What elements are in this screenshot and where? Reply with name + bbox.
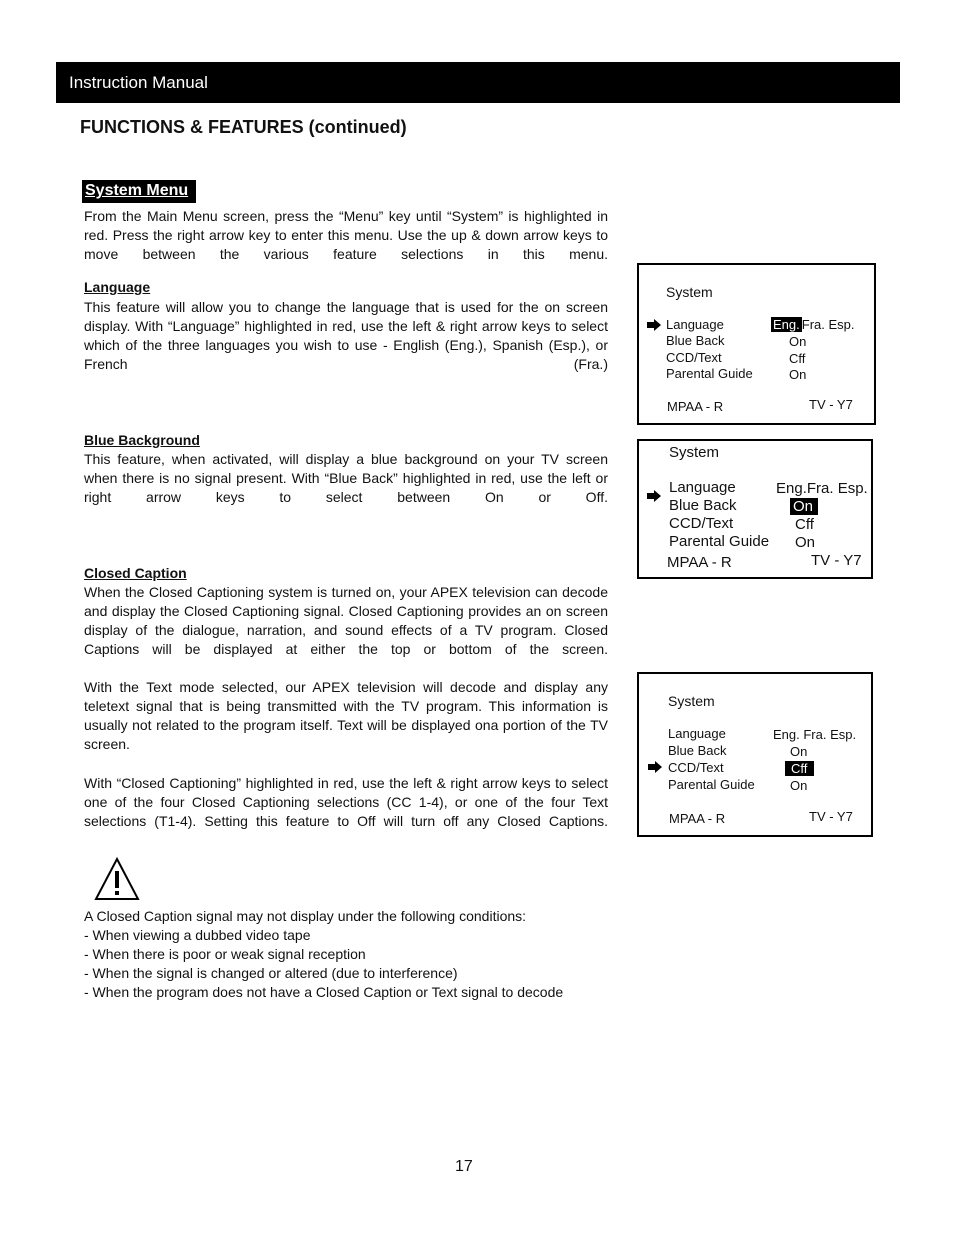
menu-box-blue-back [637, 439, 873, 579]
arrow-right-icon [647, 319, 661, 331]
menu-value-language: Eng. Fra. Esp. [773, 727, 857, 742]
menu-item-blue-back: Blue Back [668, 743, 727, 758]
menu-tv-rating: TV - Y7 [811, 552, 862, 569]
menu-title: System [668, 693, 715, 709]
ccd-cff-selected: Cff [785, 761, 814, 776]
closed-caption-p3: With “Closed Captioning” highlighted in red, use the left & right arrow keys to select one of the four Closed Captioning selections (CC 1-4), or one of the four Text selections (T1-4). Setting this feature to Off will turn off any Closed Captions. [84, 775, 608, 829]
language-heading: Language [84, 279, 151, 295]
system-menu-intro: From the Main Menu screen, press the “Menu” key until “System” is highlighted in red. Press the right arrow key to enter this menu. Use the up & down arrow keys to move between the various feature selections in this menu. [84, 208, 608, 262]
closed-caption-p2: With the Text mode selected, our APEX television will decode and display any teletext signal that is being transmitted with the TV program. This information is usually not related to the program itself. Text will be displayed ona portion of the TV screen. [84, 679, 608, 752]
menu-box-ccd-text [637, 672, 873, 837]
menu-item-blue-back: Blue Back [669, 497, 737, 514]
menu-item-ccd-text: CCD/Text [669, 515, 734, 532]
header-title: Instruction Manual [69, 73, 208, 92]
menu-value-blue-back: On [790, 744, 808, 759]
menu-item-ccd-text: CCD/Text [668, 760, 724, 775]
language-text: This feature will allow you to change the language that is used for the on screen display. With “Language” highlighted in red, use the left & right arrow keys to select which of the three languages you wish to use - English (Eng.), Spanish (Esp.), or French (Fra.) [84, 299, 608, 372]
menu-item-language: Language [666, 317, 724, 332]
warning-item: - When viewing a dubbed video tape [84, 927, 311, 943]
menu-tv-rating: TV - Y7 [809, 809, 853, 824]
warning-item: - When the signal is changed or altered (due to interference) [84, 965, 458, 981]
page-number: 17 [455, 1158, 473, 1175]
menu-box-language [637, 263, 876, 425]
warning-item: - When the program does not have a Closed Caption or Text signal to decode [84, 984, 564, 1000]
menu-value-parental-guide: On [795, 534, 816, 551]
arrow-right-icon [648, 761, 662, 773]
menu-value-blue-back: On [789, 334, 807, 349]
menu-value-language: Eng.Fra. Esp. [776, 480, 868, 497]
menu-value-ccd-text [785, 761, 814, 776]
menu-item-language: Language [668, 726, 726, 741]
menu-value-ccd-text: Cff [795, 516, 814, 533]
menu-mpaa-rating: MPAA - R [667, 554, 732, 571]
menu-title: System [669, 444, 720, 461]
menu-title: System [666, 284, 713, 300]
language-eng-selected: Eng. [773, 317, 800, 332]
menu-value-blue-back [790, 498, 818, 515]
warning-icon [94, 857, 140, 901]
blue-background-heading: Blue Background [84, 432, 200, 448]
menu-mpaa-rating: MPAA - R [667, 399, 724, 414]
menu-value-ccd-text: Cff [789, 351, 806, 366]
menu-item-language: Language [669, 479, 736, 496]
menu-value-language [771, 317, 855, 332]
blue-background-text: This feature, when activated, will display a blue background on your TV screen when there is no signal present. With “Blue Back” highlighted in red, use the left or right arrow keys to select between On or Off. [84, 451, 608, 505]
closed-caption-heading: Closed Caption [84, 565, 187, 581]
menu-value-parental-guide: On [789, 367, 807, 382]
menu-item-parental-guide: Parental Guide [669, 533, 770, 550]
menu-item-parental-guide: Parental Guide [668, 777, 755, 792]
warning-item: - When there is poor or weak signal reception [84, 946, 366, 962]
menu-item-parental-guide: Parental Guide [666, 366, 753, 381]
section-title: FUNCTIONS & FEATURES (continued) [80, 117, 407, 137]
arrow-right-icon [647, 490, 661, 502]
menu-item-blue-back: Blue Back [666, 333, 725, 348]
menu-value-parental-guide: On [790, 778, 808, 793]
warning-list [84, 907, 644, 1002]
menu-tv-rating: TV - Y7 [809, 397, 853, 412]
menu-mpaa-rating: MPAA - R [669, 811, 726, 826]
closed-caption-p1: When the Closed Captioning system is turned on, your APEX television can decode and display the Closed Captioning signal. Closed Captioning provides an on screen display of the dialogue, narration, and sound effects of a TV program. Closed Captions will be displayed at either the top or bottom of the screen. [84, 584, 608, 657]
warning-intro: A Closed Caption signal may not display under the following conditions: [84, 908, 527, 924]
system-menu-heading: System Menu [82, 180, 196, 203]
language-options: Fra. Esp. [801, 317, 855, 332]
menu-item-ccd-text: CCD/Text [666, 350, 722, 365]
blue-back-on-selected: On [790, 498, 818, 515]
